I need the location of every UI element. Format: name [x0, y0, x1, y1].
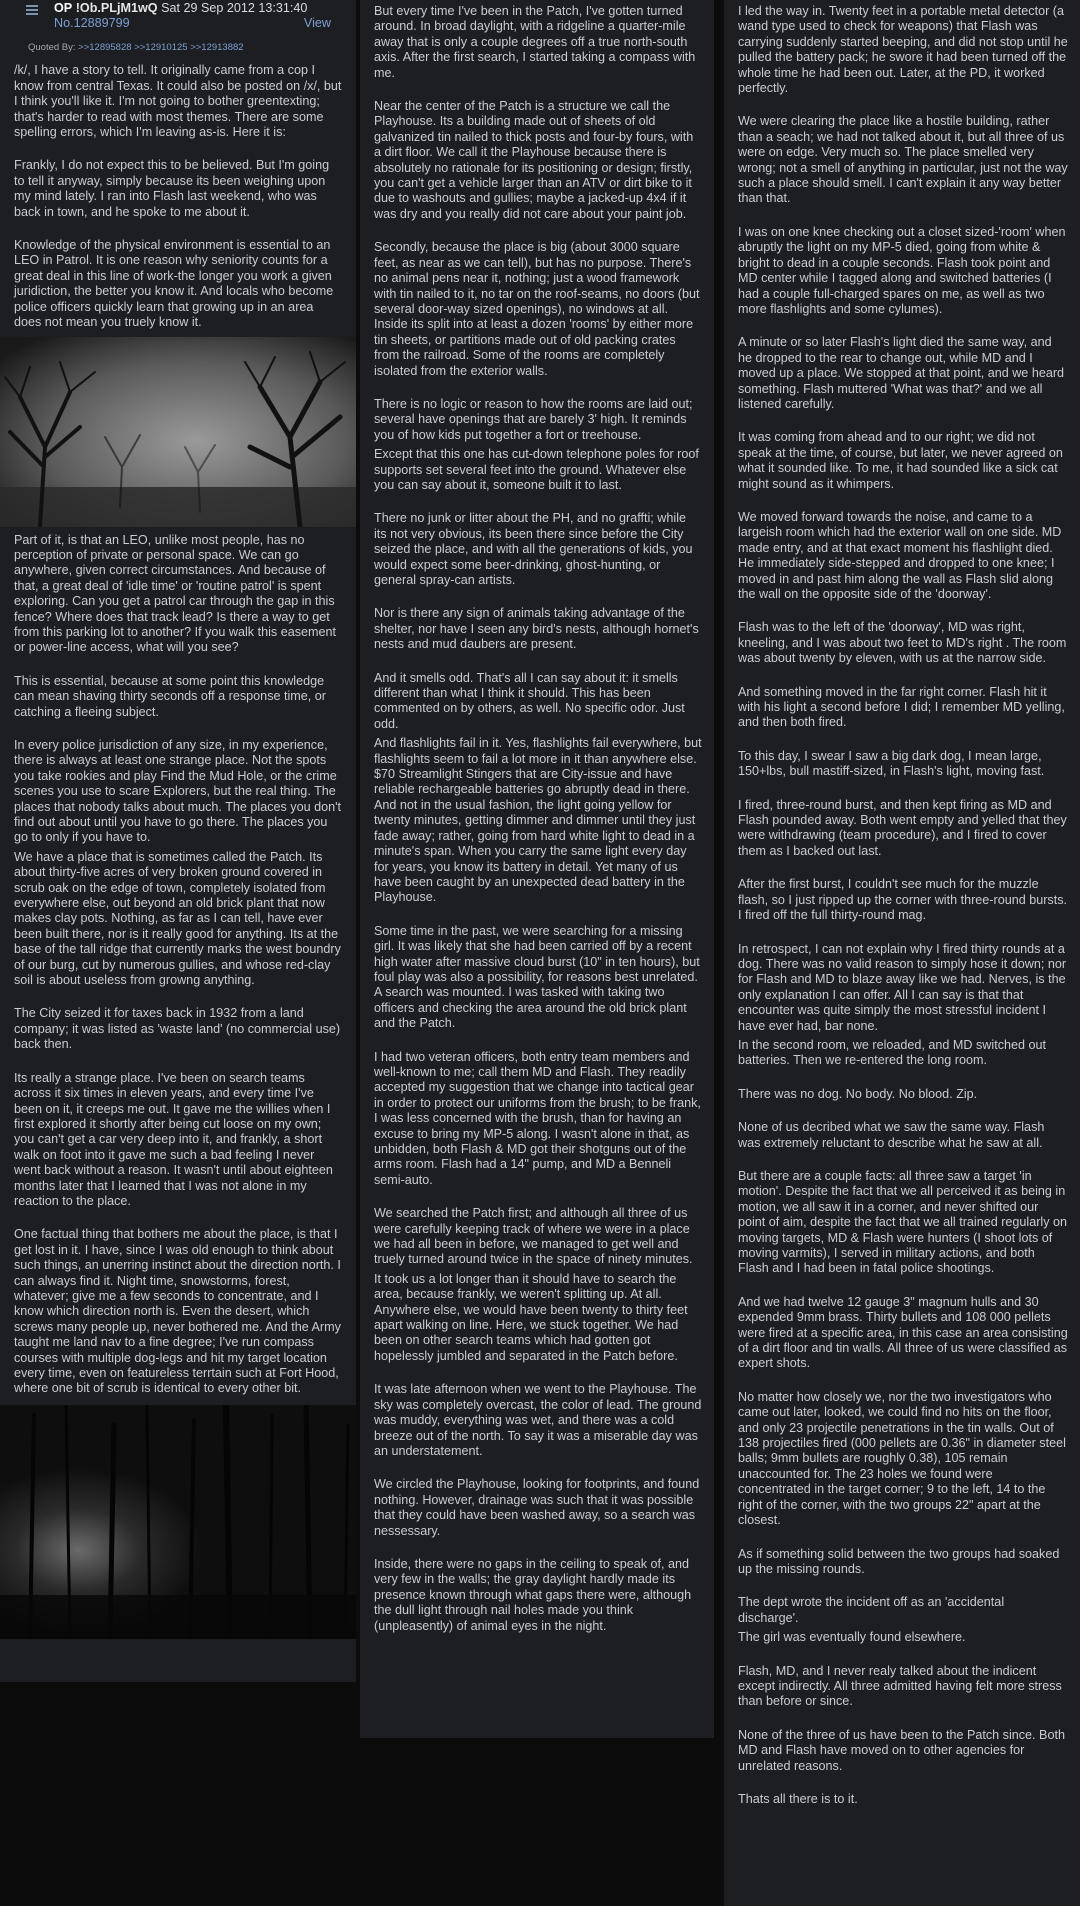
paragraph: Inside, there were no gaps in the ceiling to speak of, and very few in the walls; the gray daylight hardly made its presence known through what gaps there were, although the dull light through nail holes made you think (unpleasently) of animal eyes in the night.	[374, 1556, 692, 1633]
post-body-2	[360, 4, 714, 1634]
paragraph: This is essential, because at some point this knowledge can mean shaving thirty seconds off a response time, or catching a fleeing subject.	[14, 673, 326, 719]
paragraph: The girl was eventually found elsewhere.	[738, 1630, 966, 1645]
paragraph: We have a place that is sometimes called the Patch. Its about thirty-five acres of very broken ground covered in scrub oak on the edge of town, completely isolated from everywhere else, out beyond an old brick plant that now makes clay pots. Nothing, as far as I can tell, have ever been built there, nor is it really good for anything. Its at the base of the tall ridge that currently marks the west boundry of our burg, cut by numerous gullies, and whose red-clay soil is about useless from growng anything.	[14, 849, 341, 988]
paragraph: And we had twelve 12 gauge 3" magnum hulls and 30 expended 9mm brass. Thirty bullets and 108 000 pellets were fired at a specific area, in this case an area consisting of a dirt floor and tin walls. All three of us were classified as expert shots.	[738, 1294, 1068, 1371]
paragraph: In every police jurisdiction of any size, in my experience, there is always at least one strange place. Not the spots you take rookies and play Find the Mud Hole, or the crime scenes you use to scare Explorers, but the real thing. The places that nobody talks about much. The places you don't find out about until you have to go there. The places you go to only if you have to.	[14, 737, 342, 845]
paragraph: And it smells odd. That's all I can say about it: it smells different than what I think it should. This has been commented on by others, as well. No specific odor. Just odd.	[374, 670, 685, 731]
menu-icon[interactable]	[26, 5, 38, 15]
paragraph: We circled the Playhouse, looking for footprints, and found nothing. However, drainage was such that it was possible that they could have been washed away, so a search was nessessary.	[374, 1477, 700, 1538]
op-label: OP	[54, 1, 73, 15]
paragraph: There is no logic or reason to how the rooms are laid out; several have openings that are barely 3' high. It reminds you of how kids put together a fort or treehouse.	[374, 396, 693, 442]
post-body-1	[0, 63, 356, 330]
paragraph: The dept wrote the incident off as an 'accidental discharge'.	[738, 1595, 1005, 1625]
paragraph: None of us decribed what we saw the same way. Flash was extremely reluctant to describe what he saw at all.	[738, 1120, 1045, 1150]
paragraph: I had two veteran officers, both entry team members and well-known to me; call them MD and Flash. They readily accepted my suggestion that we change into tactical gear in order to protect our uniforms from the brush; to be frank, I was less concerned with the brush, than for having an excuse to bring my MP-5 along. I wasn't alone in that, as unbidden, both Flash & MD got their shotguns out of the arms room. Flash had a 14" pump, and MD a Benneli semi-auto.	[374, 1049, 701, 1187]
paragraph: Part of it, is that an LEO, unlike most people, has no perception of private or personal space. We can go anywhere, given correct circumstances. And because of that, a great deal of 'idle time' or 'routine patrol' is spent exploring. Can you get a patrol car through the gap in this fence? Where does that track lead? Is there a way to get from this parking lot to another? If you walk this easement or power-line access, what will you see?	[14, 532, 337, 655]
paragraph: Except that this one has cut-down telephone poles for roof supports set several feet into the ground. Whatever else you can say about it, someone built it to last.	[374, 447, 699, 492]
paragraph: Flash, MD, and I never realy talked about the indicent except indirectly. All three admitted having felt more stress than before or since.	[738, 1663, 1062, 1709]
paragraph: Thats all there is to it.	[738, 1791, 858, 1806]
paragraph: But there are a couple facts: all three saw a target 'in motion'. Despite the fact that we all perceived it as being in motion, we all saw it in a corner, and never shifted our point of aim, despite the fact that we all trained regularly on moving targets, MD & Flash were hunters (I shoot lots of moving varmits), I served in military actions, and both Flash and I had been in fatal police shootings.	[738, 1168, 1068, 1276]
paragraph: As if something solid between the two groups had soaked up the missing rounds.	[738, 1546, 1060, 1576]
paragraph: We moved forward towards the noise, and came to a largeish room which had the exterior wall on one side. MD made entry, and at that exact moment his flashlight died. He immediately side-stepped and dropped to one knee; I moved in and past him along the wall as Flash slid along the wall on the opposite side of the 'doorway'.	[738, 509, 1062, 601]
paragraph: It was late afternoon when we went to the Playhouse. The sky was completely overcast, the color of lead. The ground was muddy, everything was wet, and there was a cold breeze out of the north. To say it was a miserable day was an understatement.	[374, 1382, 702, 1458]
paragraph: But every time I've been in the Patch, I've gotten turned around. In broad daylight, with a ridgeline a quarter-mile away that is only a couple degrees off a true north-south axis. After the first search, I started taking a compass with me.	[374, 4, 696, 80]
paragraph: In retrospect, I can not explain why I fired thirty rounds at a dog. There was no valid reason to simply hose it down; nor for Flash and MD to blaze away like we had. Nerves, is the only explanation I can offer. All I can say is that that encounter was quite simply the most stressful incident I have ever had, bar none.	[738, 941, 1067, 1033]
paragraph: We searched the Patch first; and although all three of us were carefully keeping track of where we were in a place we had all been in before, we managed to get well and truely turned around twice in the space of ninety minutes.	[374, 1206, 693, 1267]
paragraph: I was on one knee checking out a closet sized-'room' when abruptly the light on my MP-5 died, going from white & bright to dead in a couple seconds. Flash took point and MD center while I tagged along and switched batteries (I had a couple full-charged spares on me, as well as two more flashlights and some cylumes).	[738, 224, 1066, 316]
paragraph: Near the center of the Patch is a structure we call the Playhouse. Its a building made out of sheets of old galvanized tin nailed to thick posts and four-by fours, with a dirt floor. We call it the Playhouse because there is absolutely no rationale for its positioning or design; firstly, you can't get a vehicle larger than an ATV or dirt bike to it due to washouts and gullies; maybe a jacked-up 4x4 if it was dry and you really did not care about your paint job.	[374, 99, 694, 221]
paragraph: Flash was to the left of the 'doorway', MD was right, kneeling, and I was about two feet to MD's right . The room was about twenty by eleven, with us at the narrow side.	[738, 620, 1067, 666]
paragraph: The City seized it for taxes back in 1932 from a land company; it was listed as 'waste land' (no commercial use) back then.	[14, 1006, 341, 1052]
post-number[interactable]: No.12889799	[54, 16, 130, 30]
paragraph: Nor is there any sign of animals taking advantage of the shelter, nor have I seen any bird's nests, although hornet's nests and mud daubers are present.	[374, 606, 699, 652]
quoted-by	[0, 40, 356, 55]
quoted-by-label: Quoted By:	[28, 42, 76, 53]
paragraph: Some time in the past, we were searching for a missing girl. It was likely that she had been carried off by a recent high water after massive cloud burst (10" in ten hours), but foul play was also a possibility, for reasons best unrelated. A search was mounted. I was tasked with taking two officers and checking the area around the old brick plant and the Patch.	[374, 923, 700, 1031]
paragraph: None of the three of us have been to the Patch since. Both MD and Flash have moved on to other agencies for unrelated reasons.	[738, 1727, 1065, 1773]
post-header	[0, 0, 356, 40]
paragraph: It took us a lot longer than it should have to search the area, because frankly, we weren't splitting up. At all. Anywhere else, we would have been twenty to thirty feet apart walking on line. Here, we stuck together. We had been on other search teams which had gotten got hopelessly jumbled and separated in the Patch before.	[374, 1271, 688, 1363]
paragraph: A minute or so later Flash's light died the same way, and he dropped to the rear to change out, while MD and I moved up a place. We stopped at that point, and we heard something. Flash muttered 'What was that?' and we all listened carefully.	[738, 335, 1065, 411]
paragraph: One factual thing that bothers me about the place, is that I get lost in it. I have, since I was old enough to think about such things, an unerring instinct about the direction north. I can always find it. Night time, snowstorms, forest, whatever; give me a few seconds to concentrate, and I know which direction north is. Even the desert, which screws many people up, never bothered me. And the Army taught me land nav to a fine degree; I've run compass courses with multiple dog-legs and hit my target location every time, even on featureless terrtain such at Fort Hood, where one bit of scrub is identical to every other bit.	[14, 1227, 341, 1396]
paragraph: No matter how closely we, nor the two investigators who came out later, looked, we could find no hits on the floor, and only 23 projectile penetrations in the tin walls. Out of 138 projectiles fired (000 pellets are 0.36" in diameter steel balls; 9mm bullets are roughly 0.38), 105 remain unaccounted for. The 23 holes we found were concentrated in the target corner; 9 to the left, 14 to the right of the corner, with the two groups 22" apart at the closest.	[738, 1389, 1066, 1528]
poster-id[interactable]: !Ob.PLjM1wQ	[75, 1, 158, 15]
paragraph: To this day, I swear I saw a big dark dog, I mean large, 150+lbs, bull mastiff-sized, in Flash's light, moving fast.	[738, 748, 1045, 779]
paragraph: /k/, I have a story to tell. It originally came from a cop I know from central Texas. It could also be posted on /x/, but I think you'll like it. I'm not going to bother greentexting; that's harder to read with most themes. There are some spelling errors, which I'm leaving as-is. Here it is:	[14, 63, 342, 140]
paragraph: After the first burst, I couldn't see much for the muzzle flash, so I just ripped up the corner with three-round bursts. I fired off the full thirty-round mag.	[738, 877, 1068, 923]
quote-link[interactable]: >>12910125	[134, 42, 188, 53]
dark-forest-image	[0, 1405, 356, 1639]
post-column-3	[724, 0, 1080, 1906]
paragraph: And flashlights fail in it. Yes, flashlights fail everywhere, but flashlights seem to fail a lot more in it than anywhere else. $70 Streamlight Stingers that are City-issue and have reliable rechargeable batteries go abruptly dead in there. And not in the usual fashion, the light going yellow for twenty minutes, getting dimmer and dimmer until they just fade away; rather, going from hard white light to dead in a minute's span. When you carry the same light every day for years, you know its battery in detail. Yet many of us have been caught by an unexpected dead battery in the Playhouse.	[374, 736, 702, 905]
paragraph: Frankly, I do not expect this to be believed. But I'm going to tell it anyway, simply because its been weighing upon my mind lately. I ran into Flash last weekend, who was back in town, and he spoke to me about it.	[14, 158, 330, 219]
misty-trees-image	[0, 337, 356, 527]
post-column-1	[0, 0, 356, 1682]
paragraph: I led the way in. Twenty feet in a portable metal detector (a wand type used to check for weapons) that Flash was carrying suddenly started beeping, and did not stop until he pulled the battery pack; he swore it had been turned off the whole time he had been out. Later, at the PD, it worked perfectly.	[738, 4, 1068, 96]
paragraph: In the second room, we reloaded, and MD switched out batteries. Then we re-entered the long room.	[738, 1037, 1047, 1068]
post-date: Sat 29 Sep 2012 13:31:40	[161, 1, 308, 15]
post-column-2	[360, 0, 714, 1738]
quote-link[interactable]: >>12895828	[78, 42, 132, 53]
post-meta	[54, 1, 307, 16]
post-body-3	[724, 4, 1080, 1807]
quote-link[interactable]: >>12913882	[190, 42, 244, 53]
paragraph: Knowledge of the physical environment is essential to an LEO in Patrol. It is one reason why seniority counts for a great deal in this line of work-the longer you work a given juridiction, the better you know it. And locals who become police officers quickly learn that growing up in an area does not mean you truely know it.	[14, 238, 334, 330]
paragraph: There no junk or litter about the PH, and no graffti; while its not very obvious, its been there since before the City seized the place, and with all the generations of kids, you would expect some beer-drinking, ghost-hunting, or general spray-can artists.	[374, 511, 693, 587]
paragraph: Secondly, because the place is big (about 3000 square feet, as near as we can tell), but has no purpose. There's no animal pens near it, nothing; just a wood framework with tin nailed to it, no tar on the roof-seams, no doors (but several door-way sized openings), no windows at all. Inside its split into at least a dozen 'rooms' by either more tin sheets, or partitions made out of old packing crates from the railroad. Some of the rooms are completely isolated from the exterior walls.	[374, 240, 700, 378]
paragraph: We were clearing the place like a hostile building, rather than a seach; we had not talked about it, but all three of us were on edge. Very much so. The place smelled very wrong; not a smell of anything in particular, just not the way such a place should smell. I can't explain it any way better than that.	[738, 114, 1068, 206]
paragraph: It was coming from ahead and to our right; we did not speak at the time, of course, but later, we never agreed on what it sounded like. To me, it had sounded like a sick cat might sound as it whimpers.	[738, 430, 1063, 491]
paragraph: There was no dog. No body. No blood. Zip.	[738, 1086, 978, 1101]
view-link[interactable]: View	[303, 16, 331, 30]
post-body-1b	[0, 533, 356, 1397]
paragraph: I fired, three-round burst, and then kept firing as MD and Flash pounded away. Both went empty and yelled that they were withdrawing (team procedure), and I fired to cover them as I backed out last.	[738, 797, 1067, 858]
paragraph: And something moved in the far right corner. Flash hit it with his light a second before I did; I remember MD yelling, and then both fired.	[738, 684, 1065, 730]
paragraph: Its really a strange place. I've been on search teams across it six times in eleven years, and every time I've been on it, it creeps me out. It gave me the willies when I first explored it shortly after being cut loose on my own; you can't get a car very deep into it, and frankly, a short walk on foot into it gave me such a bad feeling I never went back without a reason. It wasn't until about eighteen months later that I learned that I was not alone in my reaction to the place.	[14, 1070, 333, 1208]
